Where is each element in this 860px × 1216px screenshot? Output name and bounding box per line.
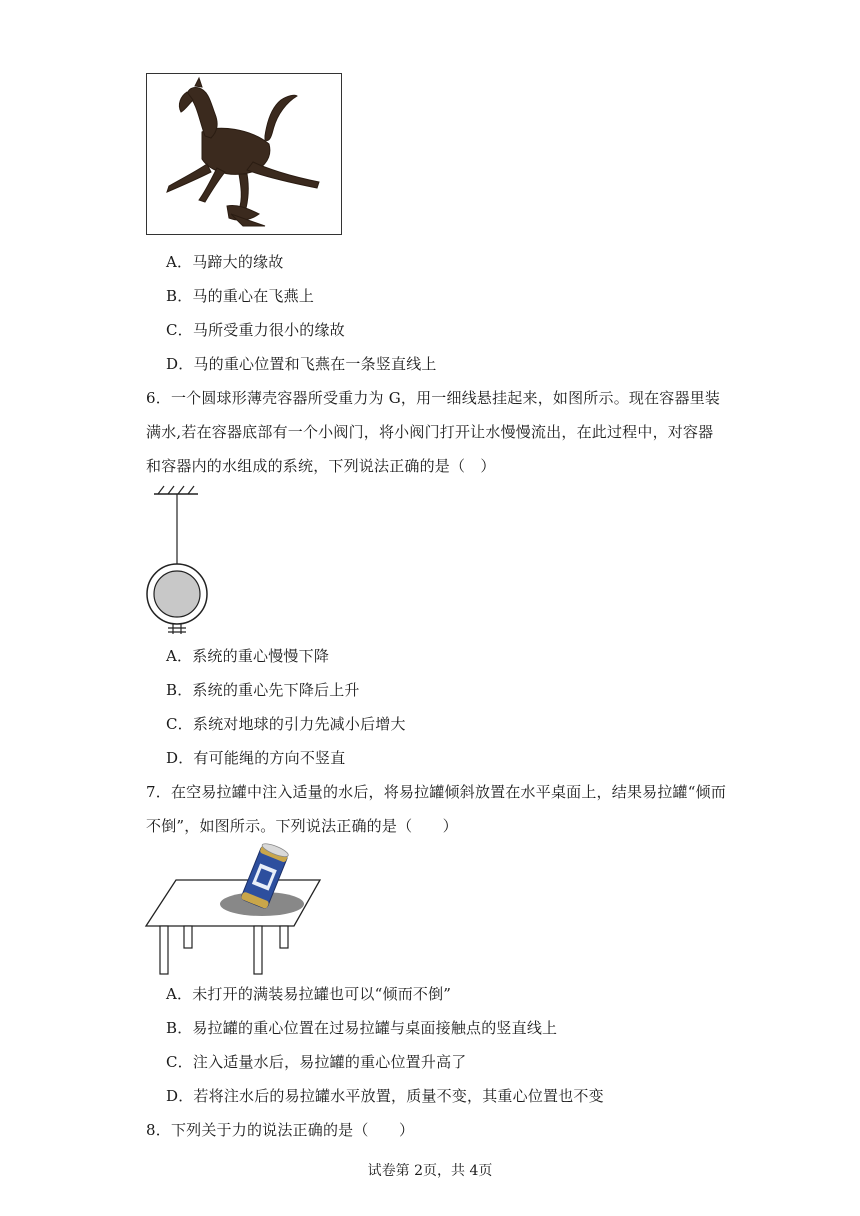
- q5-option-b: B．马的重心在飞燕上: [166, 287, 315, 305]
- q7-stem-line-2: 不倒”，如图所示。下列说法正确的是（ ）: [146, 817, 458, 835]
- q7-option-c: C．注入适量水后，易拉罐的重心位置升高了: [166, 1053, 467, 1071]
- tilted-can-table-figure: [146, 840, 326, 976]
- q7-option-b: B．易拉罐的重心位置在过易拉罐与桌面接触点的竖直线上: [166, 1019, 558, 1037]
- q6-option-a: A．系统的重心慢慢下降: [166, 647, 330, 665]
- q8-stem-line-1: 8．下列关于力的说法正确的是（ ）: [146, 1121, 415, 1139]
- horse-figure: [146, 73, 342, 235]
- hanging-sphere-figure: [146, 484, 216, 636]
- q7-option-a: A．未打开的满装易拉罐也可以“倾而不倒”: [166, 985, 452, 1003]
- q7-stem-line-1: 7．在空易拉罐中注入适量的水后，将易拉罐倾斜放置在水平桌面上，结果易拉罐“倾而: [146, 783, 727, 801]
- q6-stem-line-3: 和容器内的水组成的系统，下列说法正确的是（ ）: [146, 457, 496, 475]
- page-footer: 试卷第 2页，共 4页: [367, 1163, 493, 1179]
- q5-option-a: A．马蹄大的缘故: [166, 253, 284, 271]
- q6-option-b: B．系统的重心先下降后上升: [166, 681, 360, 699]
- q6-stem-line-2: 满水,若在容器底部有一个小阀门，将小阀门打开让水慢慢流出，在此过程中，对容器: [146, 423, 714, 441]
- q6-option-d: D．有可能绳的方向不竖直: [166, 749, 346, 767]
- q6-option-c: C．系统对地球的引力先减小后增大: [166, 715, 406, 733]
- q5-option-d: D．马的重心位置和飞燕在一条竖直线上: [166, 355, 437, 373]
- q6-stem-line-1: 6．一个圆球形薄壳容器所受重力为 G，用一细线悬挂起来，如图所示。现在容器里装: [146, 389, 721, 407]
- q5-option-c: C．马所受重力很小的缘故: [166, 321, 345, 339]
- q7-option-d: D．若将注水后的易拉罐水平放置，质量不变，其重心位置也不变: [166, 1087, 604, 1105]
- horse-statue-image: [147, 74, 343, 236]
